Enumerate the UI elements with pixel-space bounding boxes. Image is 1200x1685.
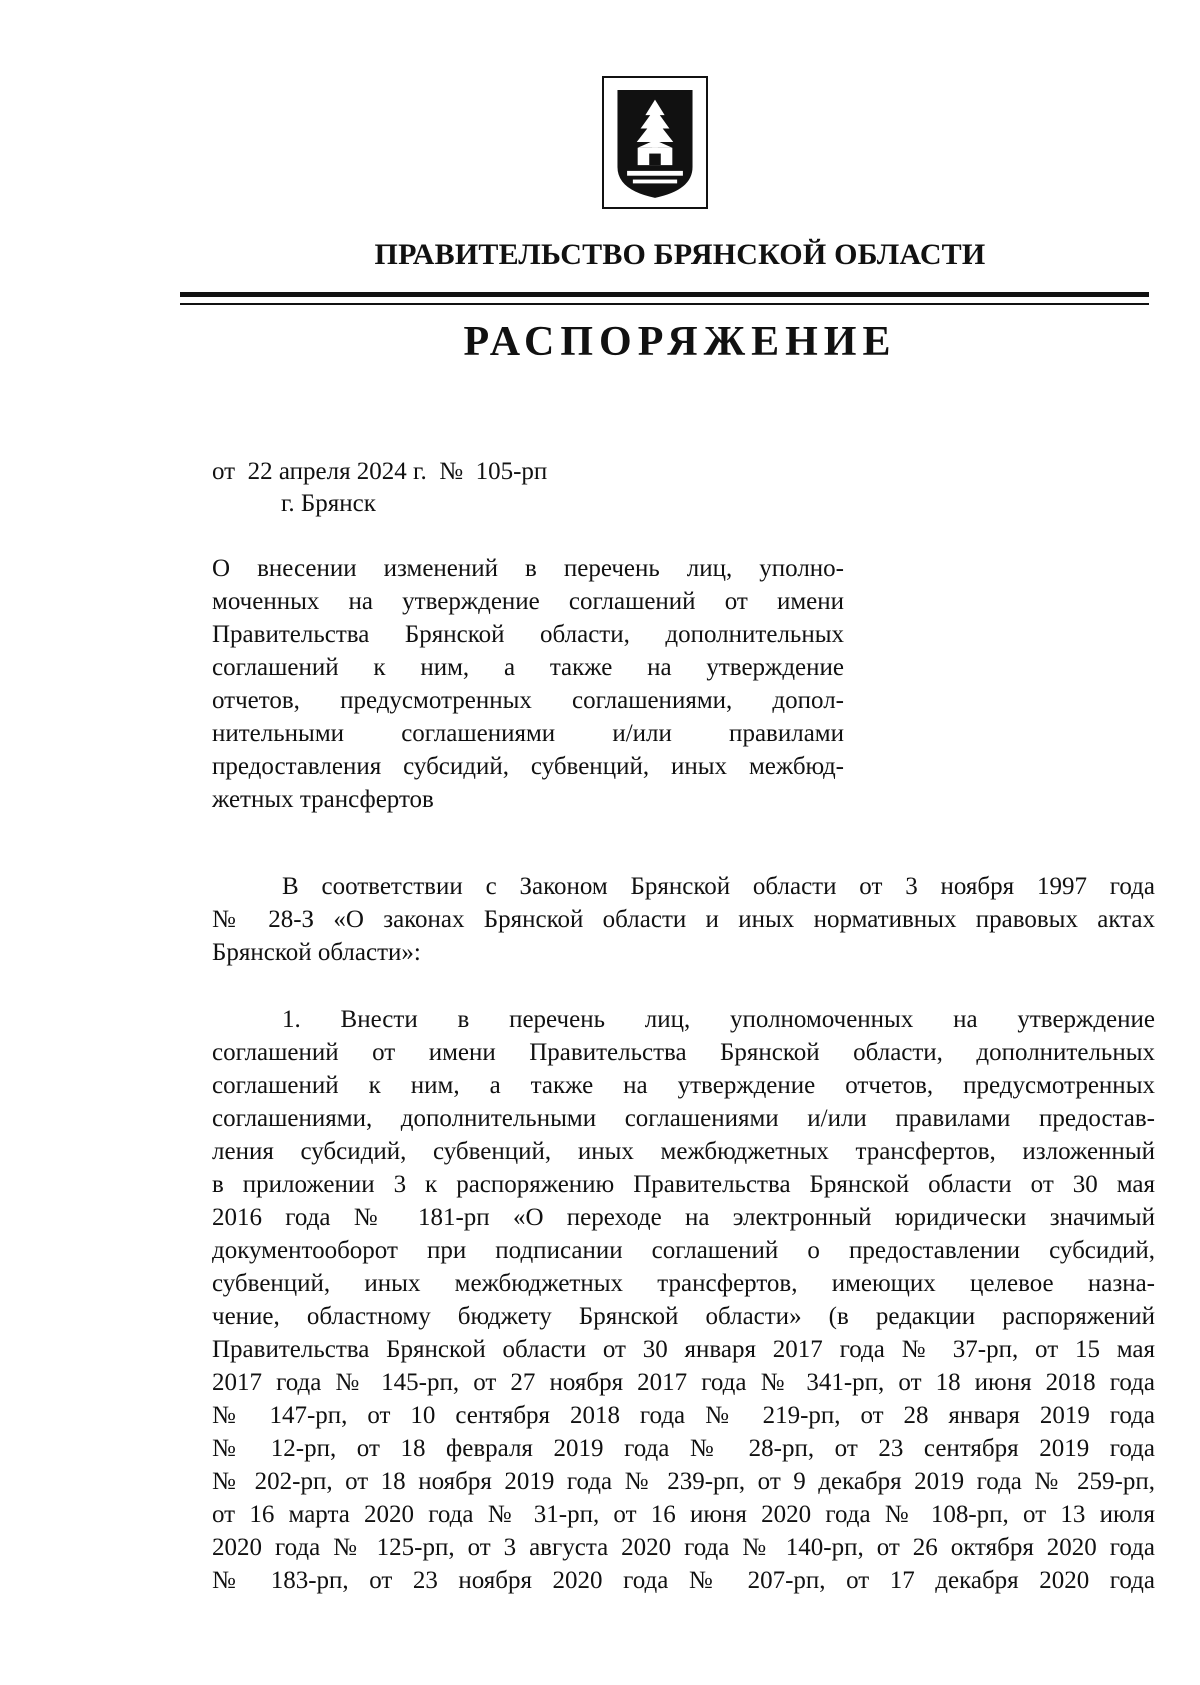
subject-line: жетных трансфертов [212,786,434,813]
document-date-number: от 22 апреля 2024 г. № 105-рп [212,458,548,485]
document-city: г. Брянск [281,490,376,517]
paragraph-line: № 202-рп, от 18 ноября 2019 года № 239-рп, от 9 декабря 2019 года № 259-рп, [212,1468,1155,1495]
paragraph-line: чение, областному бюджету Брянской области» (в редакции распоряжений [212,1303,1155,1330]
paragraph-line: соглашениями, дополнительными соглашениями и/или правилами предостав- [212,1105,1155,1132]
document-type-title: РАСПОРЯЖЕНИЕ [463,319,897,365]
paragraph-line: Правительства Брянской области от 30 января 2017 года № 37-рп, от 15 мая [212,1336,1155,1363]
paragraph-line: соглашений к ним, а также на утверждение отчетов, предусмотренных [212,1072,1155,1099]
paragraph-line: № 183-рп, от 23 ноября 2020 года № 207-рп, от 17 декабря 2020 года [212,1567,1155,1594]
paragraph-line: документооборот при подписании соглашений о предоставлении субсидий, [212,1237,1155,1264]
paragraph-line: субвенций, иных межбюджетных трансфертов, имеющих целевое назна- [212,1270,1155,1297]
paragraph-line: Брянской области»: [212,939,421,966]
paragraph-line: ления субсидий, субвенций, иных межбюджетных трансфертов, изложенный [212,1138,1155,1165]
subject-line: Правительства Брянской области, дополнительных [212,621,844,648]
subject-line: нительными соглашениями и/или правилами [212,720,844,747]
paragraph-line: № 28-З «О законах Брянской области и иных нормативных правовых актах [212,906,1155,933]
subject-line: отчетов, предусмотренных соглашениями, допол- [212,687,844,714]
paragraph-line: соглашений от имени Правительства Брянской области, дополнительных [212,1039,1155,1066]
subject-line: О внесении изменений в перечень лиц, уполно- [212,555,844,582]
document-subject [212,552,844,816]
paragraph-line: № 147-рп, от 10 сентября 2018 года № 219-рп, от 28 января 2019 года [212,1402,1155,1429]
subject-line: моченных на утверждение соглашений от имени [212,588,844,615]
coat-of-arms-icon [602,76,708,209]
header-rule-thin [180,303,1149,305]
organization-title: ПРАВИТЕЛЬСТВО БРЯНСКОЙ ОБЛАСТИ [374,238,986,271]
paragraph-line: 1. Внести в перечень лиц, уполномоченных на утверждение [282,1006,1155,1033]
paragraph-line: № 12-рп, от 18 февраля 2019 года № 28-рп, от 23 сентября 2019 года [212,1435,1155,1462]
paragraph-line: 2016 года № 181-рп «О переходе на электронный юридически значимый [212,1204,1155,1231]
subject-line: соглашений к ним, а также на утверждение [212,654,844,681]
paragraph-line: от 16 марта 2020 года № 31-рп, от 16 июня 2020 года № 108-рп, от 13 июля [212,1501,1155,1528]
subject-line: предоставления субсидий, субвенций, иных межбюд- [212,753,844,780]
paragraph-line: В соответствии с Законом Брянской области от 3 ноября 1997 года [282,873,1155,900]
paragraph-line: 2020 года № 125-рп, от 3 августа 2020 года № 140-рп, от 26 октября 2020 года [212,1534,1155,1561]
paragraph-line: 2017 года № 145-рп, от 27 ноября 2017 года № 341-рп, от 18 июня 2018 года [212,1369,1155,1396]
paragraph-line: в приложении 3 к распоряжению Правительства Брянской области от 30 мая [212,1171,1155,1198]
item-1-paragraph [212,1003,1155,1597]
preamble-paragraph [212,870,1155,969]
header-rule-thick [180,292,1149,297]
